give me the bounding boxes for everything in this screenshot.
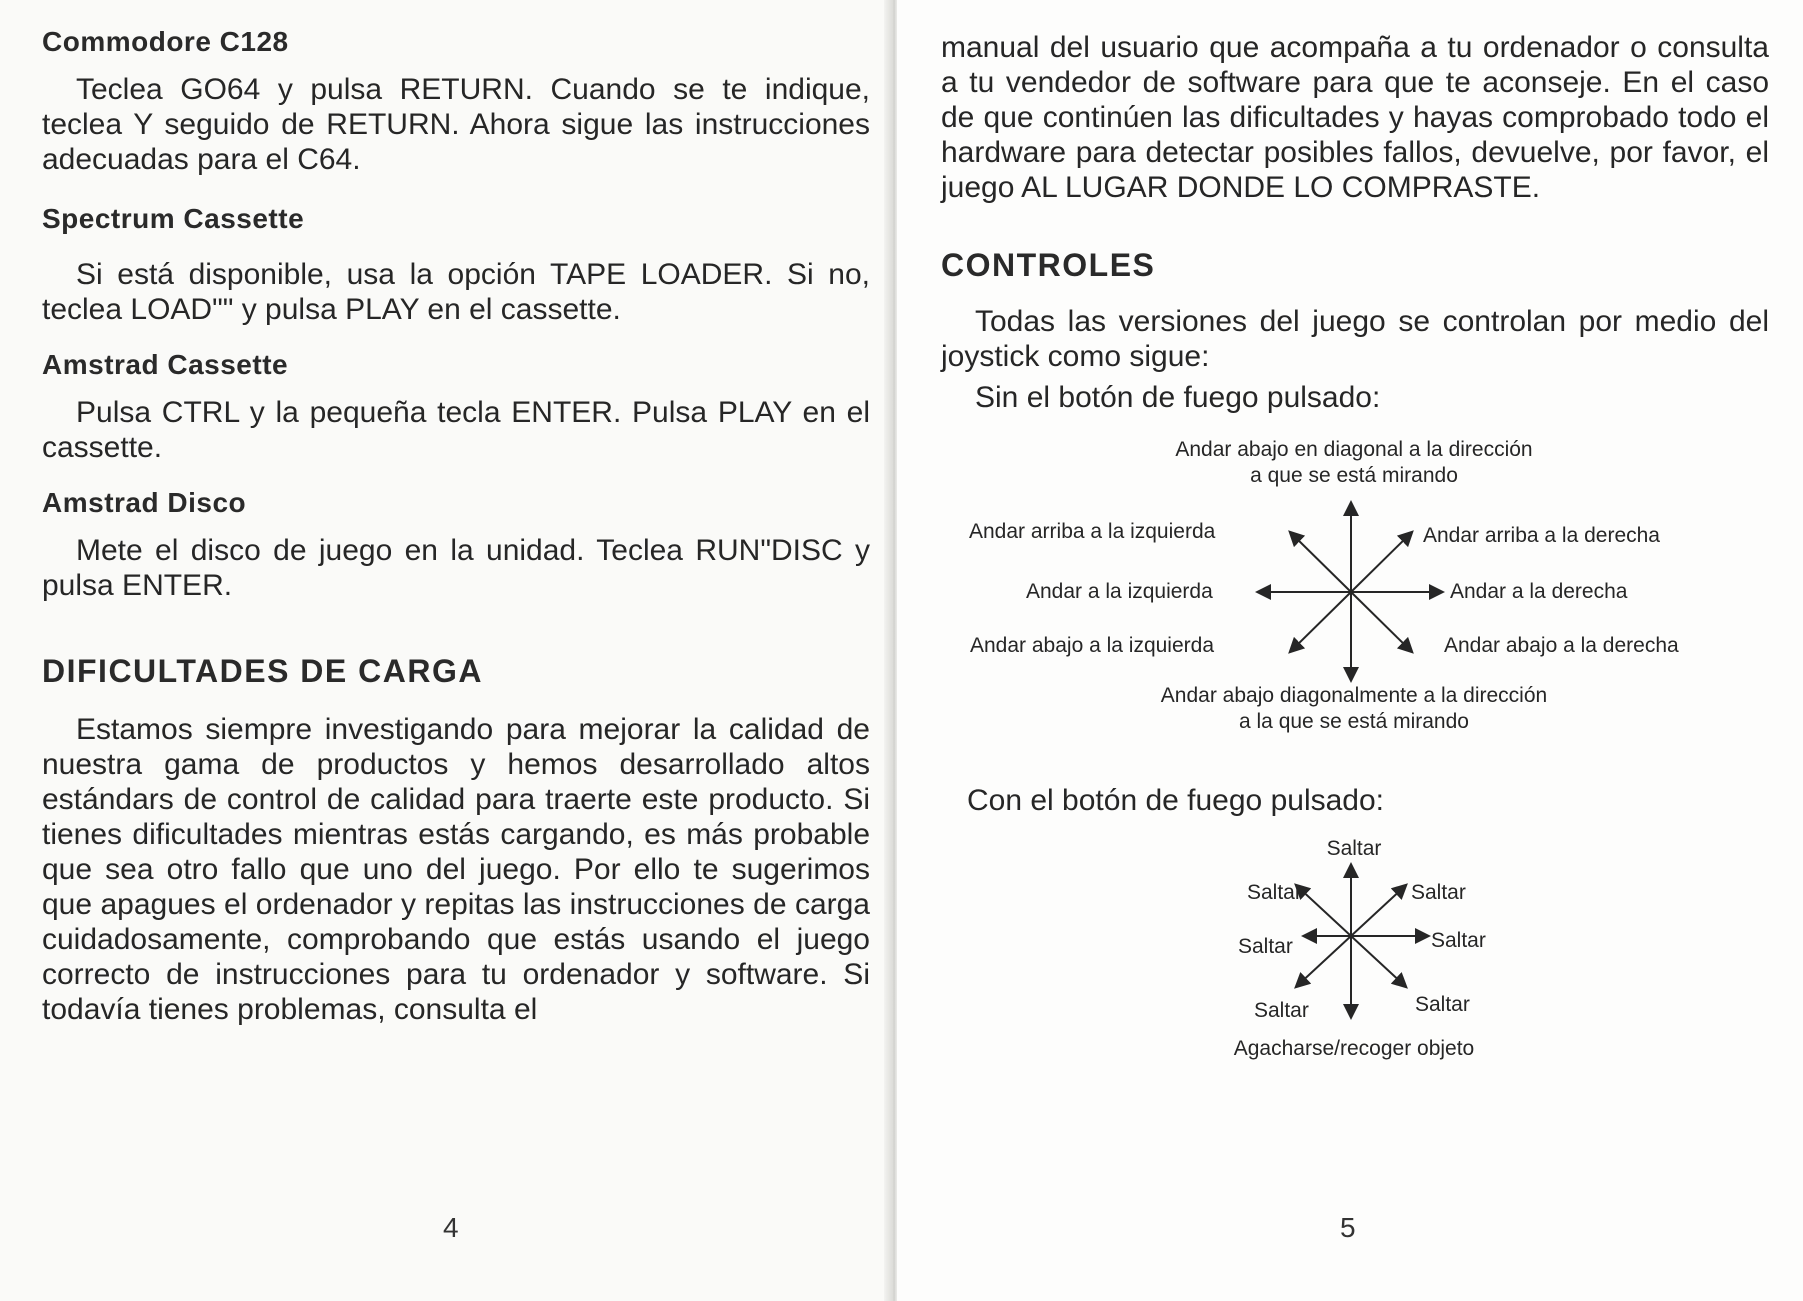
diagram2-down-label: Agacharse/recoger objeto <box>1233 1037 1475 1060</box>
arrow-down-right-icon <box>1351 592 1411 651</box>
page-number-right: 5 <box>1340 1212 1356 1243</box>
diagram1-left-label: Andar a la izquierda <box>1026 580 1213 603</box>
arrow-down-left-icon <box>1291 592 1351 651</box>
diagram2-up-right-label: Saltar <box>1411 881 1466 904</box>
dificultades-heading: DIFICULTADES DE CARGA <box>42 653 483 689</box>
page-number-left: 4 <box>443 1212 459 1243</box>
controles-heading: CONTROLES <box>941 247 1156 283</box>
diagram1-down-line2: a la que se está mirando <box>1239 710 1469 733</box>
arrow-up-left-icon <box>1291 533 1351 592</box>
dificultades-text: Estamos siempre investigando para mejorar la calidad de nuestra gama de productos y hemos desarrollado altos estándars de control de calidad para traerte este producto. Si tienes dificultades mientras estás cargando, es más probable que sea otro fallo que uno del juego. Por ello te sugerimos que apagues el ordenador y repitas las instrucciones de carga cuidadosamente, comprobando que estás usando el juego correcto de instrucciones para tu ordenador y software. Si todavía tienes problemas, consulta el <box>42 713 870 1026</box>
right-page <box>897 0 1803 1301</box>
left-column <box>42 26 870 1027</box>
diagram2-right-label: Saltar <box>1431 929 1486 952</box>
fire-arrow-down-right-icon <box>1351 936 1405 986</box>
diagram2-down-left-label: Saltar <box>1254 999 1309 1022</box>
diagram1-up-line1: Andar abajo en diagonal a la dirección <box>1175 438 1533 461</box>
loading-continuation-text: manual del usuario que acompaña a tu ordenador o consulta a tu vendedor de software para que te aconseje. En el caso de que continúen las dificultades y hayas comprobado todo el hardware para detectar posibles fallos, devuelve, por favor, el juego AL LUGAR DONDE LO COMPRASTE. <box>941 31 1769 204</box>
spectrum-heading: Spectrum Cassette <box>42 203 305 234</box>
diagram2-down-right-label: Saltar <box>1415 993 1470 1016</box>
diagram2-up-left-label: Saltar <box>1247 881 1302 904</box>
diagram1-down-line1: Andar abajo diagonalmente a la dirección <box>1160 684 1548 707</box>
amstrad-disco-text: Mete el disco de juego en la unidad. Teclea RUN"DISC y pulsa ENTER. <box>42 534 870 602</box>
amstrad-disco-heading: Amstrad Disco <box>42 487 247 518</box>
amstrad-cassette-heading: Amstrad Cassette <box>42 349 289 380</box>
controles-intro: Todas las versiones del juego se controlan por medio del joystick como sigue: <box>941 305 1769 373</box>
con-fuego-label: Con el botón de fuego pulsado: <box>967 784 1384 817</box>
diagram2-up-label: Saltar <box>1326 837 1382 860</box>
diagram1-up-right-label: Andar arriba a la derecha <box>1423 524 1660 547</box>
fire-arrow-down-left-icon <box>1297 936 1351 986</box>
joystick-diagram-no-fire <box>941 427 1767 777</box>
diagram2-arrows <box>941 836 1767 1096</box>
fire-arrow-up-left-icon <box>1297 886 1351 936</box>
spectrum-text: Si está disponible, usa la opción TAPE LOADER. Si no, teclea LOAD"" y pulsa PLAY en el cassette. <box>42 258 870 326</box>
diagram1-down-left-label: Andar abajo a la izquierda <box>970 634 1215 657</box>
joystick-diagram-fire <box>941 836 1767 1096</box>
diagram1-right-label: Andar a la derecha <box>1450 580 1628 603</box>
arrow-up-right-icon <box>1351 533 1411 592</box>
fire-arrow-up-right-icon <box>1351 886 1405 936</box>
diagram2-left-label: Saltar <box>1238 935 1293 958</box>
commodore-text: Teclea GO64 y pulsa RETURN. Cuando se te indique, teclea Y seguido de RETURN. Ahora sigue las instrucciones adecuadas para el C64. <box>42 73 870 176</box>
amstrad-cassette-text: Pulsa CTRL y la pequeña tecla ENTER. Pulsa PLAY en el cassette. <box>42 396 870 464</box>
diagram1-up-left-label: Andar arriba a la izquierda <box>969 520 1216 543</box>
diagram1-down-right-label: Andar abajo a la derecha <box>1444 634 1679 657</box>
left-page <box>0 0 893 1301</box>
commodore-heading: Commodore C128 <box>42 26 289 57</box>
diagram1-up-line2: a que se está mirando <box>1250 464 1458 487</box>
sin-fuego-label: Sin el botón de fuego pulsado: <box>975 381 1381 414</box>
diagram1-arrows <box>941 427 1767 777</box>
